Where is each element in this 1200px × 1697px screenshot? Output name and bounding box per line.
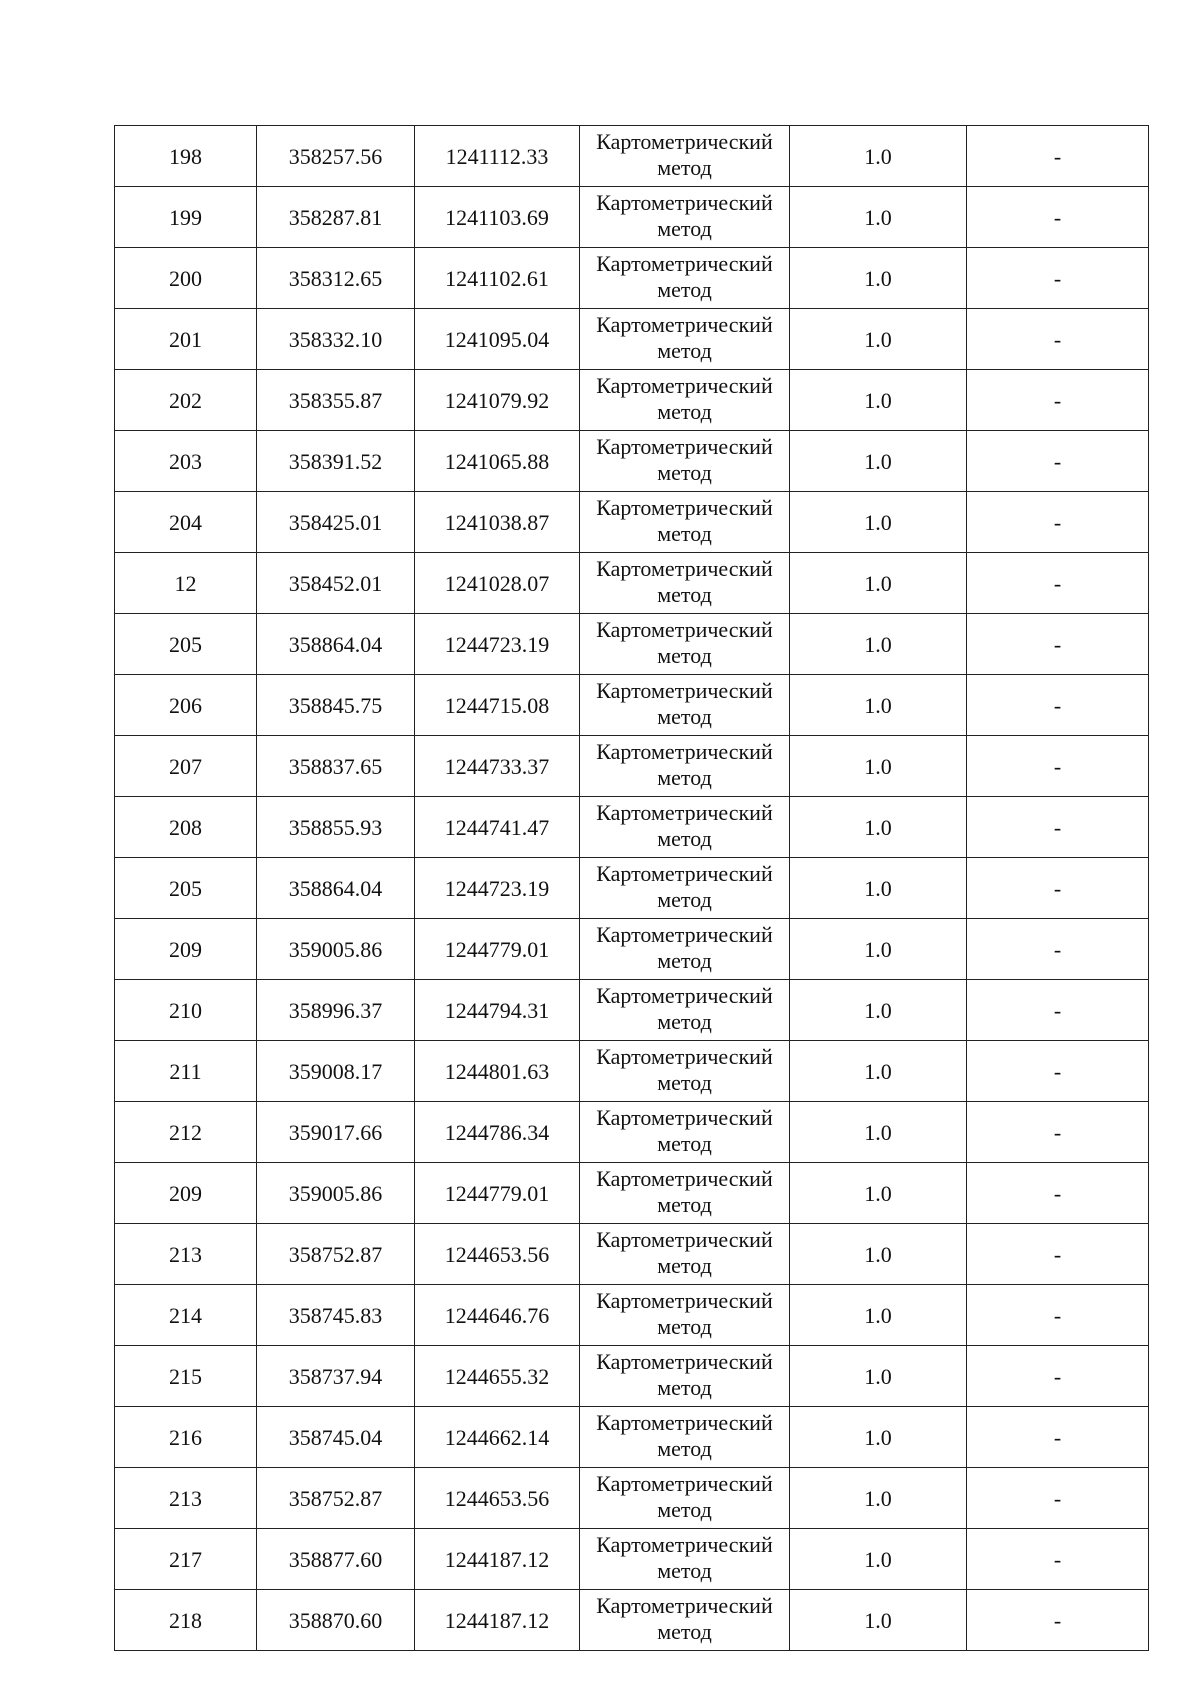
table-row <box>115 1590 1149 1651</box>
note-cell: - <box>967 1346 1149 1407</box>
method-cell <box>580 980 790 1041</box>
table-row <box>115 614 1149 675</box>
method-line-1: Картометрический <box>596 738 773 764</box>
note-cell: - <box>967 1285 1149 1346</box>
coordinate-y-cell: 1244786.34 <box>415 1102 580 1163</box>
point-number-cell: 213 <box>115 1468 257 1529</box>
coordinate-y-cell: 1244653.56 <box>415 1468 580 1529</box>
coordinate-x-cell: 359008.17 <box>257 1041 415 1102</box>
method-line-2: метод <box>657 154 712 180</box>
method-cell <box>580 492 790 553</box>
coordinate-x-cell: 358355.87 <box>257 370 415 431</box>
table-row <box>115 1102 1149 1163</box>
method-line-1: Картометрический <box>596 372 773 398</box>
coordinates-table-body <box>115 126 1149 1651</box>
coordinate-y-cell: 1244733.37 <box>415 736 580 797</box>
coordinate-y-cell: 1244662.14 <box>415 1407 580 1468</box>
method-line-2: метод <box>657 1191 712 1217</box>
method-line-1: Картометрический <box>596 1531 773 1557</box>
method-cell <box>580 614 790 675</box>
method-line-1: Картометрический <box>596 433 773 459</box>
accuracy-cell: 1.0 <box>790 797 967 858</box>
coordinate-x-cell: 358996.37 <box>257 980 415 1041</box>
coordinate-y-cell: 1244646.76 <box>415 1285 580 1346</box>
table-row <box>115 553 1149 614</box>
method-line-2: метод <box>657 1130 712 1156</box>
point-number-cell: 201 <box>115 309 257 370</box>
method-cell <box>580 1590 790 1651</box>
point-number-cell: 204 <box>115 492 257 553</box>
coordinate-x-cell: 358864.04 <box>257 858 415 919</box>
note-cell: - <box>967 736 1149 797</box>
accuracy-cell: 1.0 <box>790 431 967 492</box>
method-line-2: метод <box>657 947 712 973</box>
note-cell: - <box>967 187 1149 248</box>
method-cell <box>580 370 790 431</box>
note-cell: - <box>967 980 1149 1041</box>
method-line-2: метод <box>657 1618 712 1644</box>
method-line-2: метод <box>657 1008 712 1034</box>
method-line-2: метод <box>657 215 712 241</box>
method-line-1: Картометрический <box>596 1226 773 1252</box>
method-cell <box>580 309 790 370</box>
point-number-cell: 209 <box>115 919 257 980</box>
note-cell: - <box>967 126 1149 187</box>
method-cell <box>580 675 790 736</box>
method-line-2: метод <box>657 703 712 729</box>
point-number-cell: 208 <box>115 797 257 858</box>
coordinate-x-cell: 359005.86 <box>257 919 415 980</box>
note-cell: - <box>967 492 1149 553</box>
method-line-1: Картометрический <box>596 616 773 642</box>
accuracy-cell: 1.0 <box>790 1590 967 1651</box>
accuracy-cell: 1.0 <box>790 1102 967 1163</box>
accuracy-cell: 1.0 <box>790 553 967 614</box>
note-cell: - <box>967 1041 1149 1102</box>
method-line-1: Картометрический <box>596 1470 773 1496</box>
coordinate-x-cell: 358452.01 <box>257 553 415 614</box>
coordinate-y-cell: 1244655.32 <box>415 1346 580 1407</box>
method-line-2: метод <box>657 1496 712 1522</box>
table-row <box>115 1041 1149 1102</box>
coordinate-x-cell: 358745.83 <box>257 1285 415 1346</box>
accuracy-cell: 1.0 <box>790 919 967 980</box>
point-number-cell: 199 <box>115 187 257 248</box>
coordinate-x-cell: 358864.04 <box>257 614 415 675</box>
coordinate-y-cell: 1241079.92 <box>415 370 580 431</box>
table-row <box>115 1346 1149 1407</box>
method-line-2: метод <box>657 1374 712 1400</box>
coordinate-y-cell: 1244723.19 <box>415 858 580 919</box>
method-cell <box>580 187 790 248</box>
coordinate-x-cell: 358745.04 <box>257 1407 415 1468</box>
note-cell: - <box>967 919 1149 980</box>
table-row <box>115 797 1149 858</box>
method-cell <box>580 1468 790 1529</box>
method-line-1: Картометрический <box>596 677 773 703</box>
table-row <box>115 858 1149 919</box>
method-line-2: метод <box>657 1252 712 1278</box>
method-line-2: метод <box>657 459 712 485</box>
accuracy-cell: 1.0 <box>790 980 967 1041</box>
table-row <box>115 1285 1149 1346</box>
coordinate-y-cell: 1244187.12 <box>415 1529 580 1590</box>
method-cell <box>580 1285 790 1346</box>
accuracy-cell: 1.0 <box>790 858 967 919</box>
point-number-cell: 200 <box>115 248 257 309</box>
point-number-cell: 203 <box>115 431 257 492</box>
method-line-1: Картометрический <box>596 250 773 276</box>
method-cell <box>580 431 790 492</box>
method-line-2: метод <box>657 1069 712 1095</box>
method-cell <box>580 1346 790 1407</box>
method-line-1: Картометрический <box>596 860 773 886</box>
table-row <box>115 1468 1149 1529</box>
accuracy-cell: 1.0 <box>790 309 967 370</box>
coordinate-y-cell: 1241038.87 <box>415 492 580 553</box>
method-line-2: метод <box>657 1313 712 1339</box>
method-cell <box>580 1163 790 1224</box>
method-line-2: метод <box>657 764 712 790</box>
coordinate-x-cell: 358257.56 <box>257 126 415 187</box>
note-cell: - <box>967 1163 1149 1224</box>
note-cell: - <box>967 614 1149 675</box>
coordinate-y-cell: 1244794.31 <box>415 980 580 1041</box>
coordinate-y-cell: 1244723.19 <box>415 614 580 675</box>
coordinate-x-cell: 358312.65 <box>257 248 415 309</box>
note-cell: - <box>967 1407 1149 1468</box>
method-line-1: Картометрический <box>596 1165 773 1191</box>
accuracy-cell: 1.0 <box>790 675 967 736</box>
point-number-cell: 210 <box>115 980 257 1041</box>
method-line-1: Картометрический <box>596 1592 773 1618</box>
table-row <box>115 980 1149 1041</box>
method-line-2: метод <box>657 337 712 363</box>
note-cell: - <box>967 370 1149 431</box>
accuracy-cell: 1.0 <box>790 1224 967 1285</box>
table-row <box>115 126 1149 187</box>
note-cell: - <box>967 309 1149 370</box>
table-row <box>115 736 1149 797</box>
method-cell <box>580 553 790 614</box>
note-cell: - <box>967 1529 1149 1590</box>
note-cell: - <box>967 1102 1149 1163</box>
coordinate-x-cell: 358425.01 <box>257 492 415 553</box>
table-row <box>115 309 1149 370</box>
accuracy-cell: 1.0 <box>790 248 967 309</box>
method-line-1: Картометрический <box>596 1043 773 1069</box>
point-number-cell: 205 <box>115 614 257 675</box>
accuracy-cell: 1.0 <box>790 1285 967 1346</box>
method-line-1: Картометрический <box>596 921 773 947</box>
coordinate-y-cell: 1241103.69 <box>415 187 580 248</box>
coordinate-y-cell: 1244187.12 <box>415 1590 580 1651</box>
coordinate-x-cell: 359005.86 <box>257 1163 415 1224</box>
coordinate-x-cell: 358877.60 <box>257 1529 415 1590</box>
method-line-2: метод <box>657 1557 712 1583</box>
point-number-cell: 12 <box>115 553 257 614</box>
method-line-2: метод <box>657 1435 712 1461</box>
point-number-cell: 217 <box>115 1529 257 1590</box>
method-line-1: Картометрический <box>596 1409 773 1435</box>
method-cell <box>580 1529 790 1590</box>
note-cell: - <box>967 858 1149 919</box>
accuracy-cell: 1.0 <box>790 187 967 248</box>
note-cell: - <box>967 1468 1149 1529</box>
method-cell <box>580 858 790 919</box>
note-cell: - <box>967 1224 1149 1285</box>
method-line-2: метод <box>657 276 712 302</box>
method-line-2: метод <box>657 886 712 912</box>
coordinates-table <box>114 125 1149 1651</box>
accuracy-cell: 1.0 <box>790 736 967 797</box>
point-number-cell: 198 <box>115 126 257 187</box>
point-number-cell: 214 <box>115 1285 257 1346</box>
table-row <box>115 492 1149 553</box>
point-number-cell: 213 <box>115 1224 257 1285</box>
method-line-1: Картометрический <box>596 555 773 581</box>
method-line-1: Картометрический <box>596 128 773 154</box>
coordinate-x-cell: 358870.60 <box>257 1590 415 1651</box>
method-line-2: метод <box>657 825 712 851</box>
coordinate-x-cell: 358332.10 <box>257 309 415 370</box>
method-line-1: Картометрический <box>596 1104 773 1130</box>
method-cell <box>580 126 790 187</box>
method-cell <box>580 1407 790 1468</box>
note-cell: - <box>967 797 1149 858</box>
point-number-cell: 212 <box>115 1102 257 1163</box>
coordinate-y-cell: 1244741.47 <box>415 797 580 858</box>
coordinate-y-cell: 1241112.33 <box>415 126 580 187</box>
note-cell: - <box>967 431 1149 492</box>
coordinate-x-cell: 358737.94 <box>257 1346 415 1407</box>
point-number-cell: 206 <box>115 675 257 736</box>
coordinate-x-cell: 358855.93 <box>257 797 415 858</box>
method-cell <box>580 1224 790 1285</box>
coordinate-y-cell: 1241028.07 <box>415 553 580 614</box>
method-line-2: метод <box>657 398 712 424</box>
table-row <box>115 431 1149 492</box>
method-line-1: Картометрический <box>596 982 773 1008</box>
coordinate-y-cell: 1241102.61 <box>415 248 580 309</box>
coordinate-y-cell: 1244779.01 <box>415 1163 580 1224</box>
table-row <box>115 370 1149 431</box>
note-cell: - <box>967 1590 1149 1651</box>
coordinate-x-cell: 358391.52 <box>257 431 415 492</box>
point-number-cell: 218 <box>115 1590 257 1651</box>
point-number-cell: 209 <box>115 1163 257 1224</box>
point-number-cell: 211 <box>115 1041 257 1102</box>
table-row <box>115 1529 1149 1590</box>
table-row <box>115 248 1149 309</box>
table-row <box>115 1224 1149 1285</box>
method-line-1: Картометрический <box>596 494 773 520</box>
point-number-cell: 202 <box>115 370 257 431</box>
note-cell: - <box>967 553 1149 614</box>
accuracy-cell: 1.0 <box>790 1346 967 1407</box>
table-row <box>115 187 1149 248</box>
table-row <box>115 675 1149 736</box>
table-row <box>115 919 1149 980</box>
coordinate-x-cell: 359017.66 <box>257 1102 415 1163</box>
point-number-cell: 215 <box>115 1346 257 1407</box>
accuracy-cell: 1.0 <box>790 1529 967 1590</box>
coordinate-x-cell: 358752.87 <box>257 1224 415 1285</box>
coordinate-y-cell: 1244801.63 <box>415 1041 580 1102</box>
point-number-cell: 207 <box>115 736 257 797</box>
method-cell <box>580 1041 790 1102</box>
method-line-2: метод <box>657 581 712 607</box>
method-cell <box>580 1102 790 1163</box>
coordinate-x-cell: 358845.75 <box>257 675 415 736</box>
accuracy-cell: 1.0 <box>790 1407 967 1468</box>
method-cell <box>580 797 790 858</box>
accuracy-cell: 1.0 <box>790 370 967 431</box>
table-row <box>115 1407 1149 1468</box>
accuracy-cell: 1.0 <box>790 126 967 187</box>
method-cell <box>580 248 790 309</box>
method-line-2: метод <box>657 642 712 668</box>
accuracy-cell: 1.0 <box>790 492 967 553</box>
accuracy-cell: 1.0 <box>790 1163 967 1224</box>
note-cell: - <box>967 675 1149 736</box>
method-cell <box>580 736 790 797</box>
table-row <box>115 1163 1149 1224</box>
method-line-1: Картометрический <box>596 189 773 215</box>
coordinate-y-cell: 1244715.08 <box>415 675 580 736</box>
method-line-1: Картометрический <box>596 311 773 337</box>
method-line-1: Картометрический <box>596 1287 773 1313</box>
point-number-cell: 205 <box>115 858 257 919</box>
method-cell <box>580 919 790 980</box>
coordinate-y-cell: 1241095.04 <box>415 309 580 370</box>
accuracy-cell: 1.0 <box>790 1041 967 1102</box>
coordinate-x-cell: 358752.87 <box>257 1468 415 1529</box>
method-line-2: метод <box>657 520 712 546</box>
method-line-1: Картометрический <box>596 1348 773 1374</box>
coordinate-y-cell: 1241065.88 <box>415 431 580 492</box>
point-number-cell: 216 <box>115 1407 257 1468</box>
accuracy-cell: 1.0 <box>790 614 967 675</box>
coordinate-x-cell: 358837.65 <box>257 736 415 797</box>
method-line-1: Картометрический <box>596 799 773 825</box>
coordinate-y-cell: 1244779.01 <box>415 919 580 980</box>
coordinate-x-cell: 358287.81 <box>257 187 415 248</box>
coordinate-y-cell: 1244653.56 <box>415 1224 580 1285</box>
accuracy-cell: 1.0 <box>790 1468 967 1529</box>
note-cell: - <box>967 248 1149 309</box>
